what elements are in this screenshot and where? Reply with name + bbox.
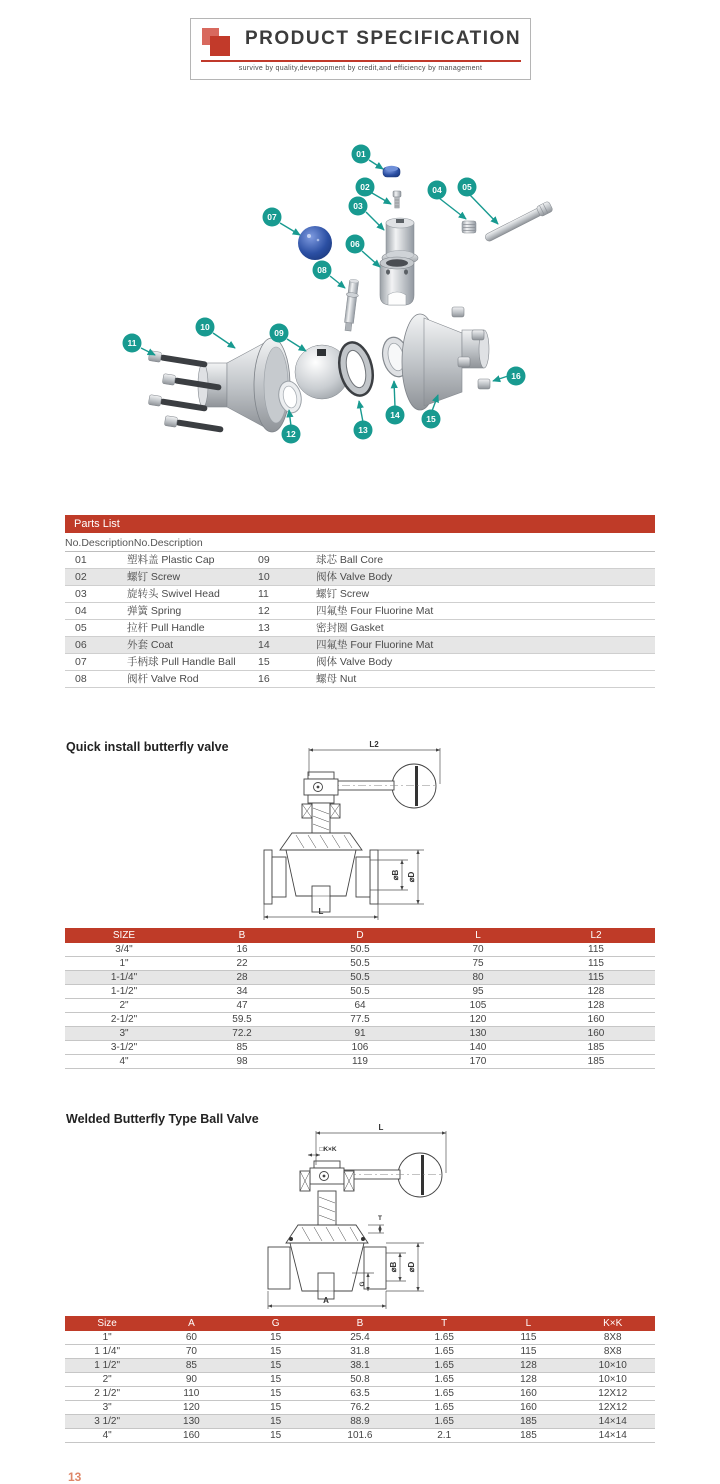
part-01-plastic-cap <box>383 166 400 177</box>
table-row <box>65 1373 655 1387</box>
cell-d: 64 <box>354 1000 366 1011</box>
part-description: 螺钉 Screw <box>127 571 181 583</box>
table-row <box>65 1415 655 1429</box>
cell-b: 98 <box>236 1056 248 1067</box>
table-row <box>65 1331 655 1345</box>
part-no: 15 <box>258 656 270 668</box>
callout-12 <box>282 425 301 444</box>
cell-g: 15 <box>270 1374 282 1385</box>
part-description: 螺母 Nut <box>316 673 357 685</box>
cell-b: 85 <box>236 1042 248 1053</box>
table-row <box>65 569 655 586</box>
cell-kxk: 12X12 <box>598 1388 628 1399</box>
cell-kxk: 8X8 <box>603 1346 622 1357</box>
callout-09 <box>270 324 289 343</box>
cell-t: 1.65 <box>434 1388 454 1399</box>
table-row <box>65 1055 655 1069</box>
svg-text:10: 10 <box>200 322 210 332</box>
cell-t: 1.65 <box>434 1374 454 1385</box>
cell-l2: 115 <box>588 972 604 983</box>
cell-b: 31.8 <box>350 1346 370 1357</box>
svg-text:12: 12 <box>286 429 296 439</box>
cell-t: 1.65 <box>434 1332 454 1343</box>
header <box>190 18 531 80</box>
dim-label-b: ⌀B <box>391 869 400 881</box>
section-heading-welded: Welded Butterfly Type Ball Valve <box>66 1112 259 1126</box>
part-07-pull-handle-ball <box>298 226 332 260</box>
cell-a: 120 <box>183 1402 200 1413</box>
cell-a: 110 <box>183 1388 200 1399</box>
cell-g: 15 <box>270 1332 282 1343</box>
column-header: L2 <box>590 930 602 941</box>
part-description: 球芯 Ball Core <box>316 554 384 566</box>
cell-size: 1" <box>119 958 129 969</box>
table-row <box>65 1041 655 1055</box>
cell-a: 60 <box>185 1332 197 1343</box>
cell-size: 3/4" <box>115 944 133 955</box>
column-header: G <box>271 1318 280 1329</box>
part-04-spring <box>462 221 476 233</box>
column-header: SIZE <box>112 930 136 941</box>
part-description: 螺钉 Screw <box>316 588 370 600</box>
cell-a: 160 <box>183 1430 200 1441</box>
part-no: 04 <box>75 605 87 617</box>
cell-b: 72.2 <box>232 1028 252 1039</box>
dim-label-t: T <box>378 1215 382 1222</box>
cell-size: 2" <box>119 1000 129 1011</box>
exploded-valve-diagram <box>0 130 720 490</box>
cell-l: 170 <box>469 1056 487 1067</box>
cell-a: 130 <box>183 1416 200 1427</box>
part-description: 四氟垫 Four Fluorine Mat <box>316 605 434 617</box>
part-no: 05 <box>75 622 87 634</box>
callout-08 <box>313 261 332 280</box>
dim-label-d: ⌀D <box>407 1261 416 1273</box>
part-description: 旋转头 Swivel Head <box>127 588 220 600</box>
part-02-screw <box>393 191 401 208</box>
cell-l: 95 <box>472 986 484 997</box>
logo-square-front <box>210 36 230 56</box>
cell-g: 15 <box>270 1430 282 1441</box>
column-header: L <box>475 930 481 941</box>
parts-list-rows <box>65 552 655 688</box>
cell-l: 128 <box>520 1374 537 1385</box>
cell-l2: 115 <box>588 944 604 955</box>
part-08-valve-rod <box>342 279 360 332</box>
svg-text:07: 07 <box>267 212 277 222</box>
page-title: PRODUCT SPECIFICATION <box>245 28 522 49</box>
svg-text:13: 13 <box>358 425 368 435</box>
part-no: 12 <box>258 605 270 617</box>
cell-size: 2" <box>102 1374 112 1385</box>
cell-size: 4" <box>102 1430 112 1441</box>
svg-text:04: 04 <box>432 185 442 195</box>
cell-size: 2 1/2" <box>94 1388 121 1399</box>
size-table-header <box>65 1316 655 1331</box>
cell-d: 77.5 <box>350 1014 370 1025</box>
cell-g: 15 <box>270 1402 282 1413</box>
callout-16 <box>507 367 526 386</box>
table-row <box>65 957 655 971</box>
parts-list-table <box>65 515 655 688</box>
cell-b: 50.8 <box>350 1374 370 1385</box>
part-no: 14 <box>258 639 270 651</box>
cell-l2: 185 <box>587 1042 605 1053</box>
part-description: 四氟垫 Four Fluorine Mat <box>316 639 434 651</box>
part-06-coat <box>380 257 414 305</box>
table-row <box>65 1027 655 1041</box>
callout-11 <box>123 334 142 353</box>
quick-install-drawing <box>252 736 462 926</box>
cell-d: 50.5 <box>350 944 370 955</box>
cell-d: 50.5 <box>350 986 370 997</box>
table-row <box>65 1387 655 1401</box>
size-table-header <box>65 928 655 943</box>
dim-label-a: A <box>323 1296 329 1305</box>
part-no: 02 <box>75 571 87 583</box>
svg-text:16: 16 <box>511 371 521 381</box>
table-row <box>65 985 655 999</box>
cell-t: 1.65 <box>434 1346 454 1357</box>
cell-t: 2.1 <box>437 1430 452 1441</box>
svg-text:05: 05 <box>462 182 472 192</box>
cell-l: 160 <box>520 1388 537 1399</box>
column-header: B <box>356 1318 364 1329</box>
cell-g: 15 <box>270 1346 282 1357</box>
cell-b: 22 <box>236 958 248 969</box>
table-row <box>65 999 655 1013</box>
svg-text:03: 03 <box>353 201 363 211</box>
part-05-pull-handle <box>483 201 553 244</box>
part-no: 09 <box>258 554 270 566</box>
callout-07 <box>263 208 282 227</box>
dim-label-b: ⌀B <box>389 1261 398 1273</box>
table-row <box>65 586 655 603</box>
column-header: T <box>441 1318 448 1329</box>
table-row <box>65 654 655 671</box>
cell-d: 91 <box>354 1028 366 1039</box>
svg-text:06: 06 <box>350 239 360 249</box>
welded-valve-drawing <box>256 1121 466 1311</box>
cell-l2: 185 <box>587 1056 605 1067</box>
callout-15 <box>422 410 441 429</box>
svg-text:08: 08 <box>317 265 327 275</box>
size-table-rows <box>65 943 655 1069</box>
cell-size: 1 1/4" <box>94 1346 121 1357</box>
cell-size: 3-1/2" <box>110 1042 138 1053</box>
title-underline <box>201 60 521 62</box>
part-no: 08 <box>75 673 87 685</box>
table-row <box>65 1345 655 1359</box>
cell-kxk: 14×14 <box>598 1416 627 1427</box>
table-row <box>65 552 655 569</box>
cell-b: 63.5 <box>350 1388 370 1399</box>
cell-size: 4" <box>119 1056 129 1067</box>
callout-14 <box>386 406 405 425</box>
column-header: K×K <box>603 1318 623 1329</box>
size-table-rows <box>65 1331 655 1443</box>
cell-l2: 128 <box>587 986 605 997</box>
part-no: 03 <box>75 588 87 600</box>
part-no: 16 <box>258 673 270 685</box>
cell-d: 119 <box>352 1056 368 1067</box>
column-header: D <box>356 930 364 941</box>
column-header: A <box>188 1318 195 1329</box>
part-description: 拉杆 Pull Handle <box>127 622 205 634</box>
table-row <box>65 943 655 957</box>
cell-b: 34 <box>236 986 248 997</box>
cell-l: 120 <box>469 1014 487 1025</box>
cell-d: 50.5 <box>350 958 370 969</box>
cell-b: 16 <box>236 944 248 955</box>
callout-01 <box>352 145 371 164</box>
cell-size: 1 1/2" <box>94 1360 121 1371</box>
cell-a: 70 <box>185 1346 197 1357</box>
cell-l: 115 <box>520 1332 537 1343</box>
part-no: 11 <box>258 588 269 600</box>
welded-size-table <box>65 1316 655 1443</box>
part-description: 外套 Coat <box>127 639 174 651</box>
cell-l2: 160 <box>587 1028 605 1039</box>
table-row <box>65 620 655 637</box>
table-row <box>65 1359 655 1373</box>
table-row <box>65 1401 655 1415</box>
svg-text:11: 11 <box>127 338 137 348</box>
callout-06 <box>346 235 365 254</box>
column-header: No. <box>133 537 151 549</box>
cell-b: 38.1 <box>350 1360 370 1371</box>
cell-l: 140 <box>469 1042 487 1053</box>
cell-size: 1-1/2" <box>110 986 138 997</box>
page-number: 13 <box>68 1470 82 1484</box>
part-no: 13 <box>258 622 270 634</box>
cell-a: 85 <box>185 1360 197 1371</box>
column-header: Description <box>150 537 203 549</box>
callout-13 <box>354 421 373 440</box>
svg-text:09: 09 <box>274 328 284 338</box>
cell-l: 128 <box>520 1360 537 1371</box>
cell-t: 1.65 <box>434 1360 454 1371</box>
part-no: 10 <box>258 571 270 583</box>
part-15-valve-body-right <box>402 314 489 410</box>
section-heading-quick-install: Quick install butterfly valve <box>66 740 229 754</box>
dim-label-l: L <box>378 1123 384 1132</box>
cell-t: 1.65 <box>434 1416 454 1427</box>
cell-l: 185 <box>520 1416 537 1427</box>
svg-text:01: 01 <box>356 149 366 159</box>
callout-10 <box>196 318 215 337</box>
part-description: 阀杆 Valve Rod <box>127 673 199 685</box>
column-header: Size <box>97 1318 117 1329</box>
cell-kxk: 10×10 <box>598 1360 627 1371</box>
cell-kxk: 8X8 <box>603 1332 622 1343</box>
dim-label-l2: L2 <box>369 740 379 749</box>
cell-size: 1" <box>102 1332 112 1343</box>
cell-l: 70 <box>472 944 484 955</box>
table-row <box>65 1013 655 1027</box>
part-description: 弹簧 Spring <box>127 605 182 617</box>
parts-list-header-row <box>65 535 655 552</box>
cell-kxk: 14×14 <box>598 1430 627 1441</box>
column-header: B <box>238 930 246 941</box>
callout-02 <box>356 178 375 197</box>
cell-size: 3" <box>102 1402 112 1413</box>
dim-label-l: L <box>318 907 324 916</box>
cell-size: 1-1/4" <box>110 972 138 983</box>
part-no: 01 <box>75 554 87 566</box>
cell-kxk: 12X12 <box>598 1402 628 1413</box>
svg-text:15: 15 <box>426 414 436 424</box>
part-description: 塑料盖 Plastic Cap <box>127 554 215 566</box>
cell-size: 3 1/2" <box>94 1416 121 1427</box>
cell-size: 3" <box>119 1028 129 1039</box>
dim-label-d: ⌀D <box>407 871 416 883</box>
callout-05 <box>458 178 477 197</box>
cell-d: 50.5 <box>350 972 370 983</box>
column-header: No. <box>65 537 82 549</box>
cell-l: 105 <box>469 1000 487 1011</box>
cell-l: 185 <box>520 1430 537 1441</box>
cell-b: 28 <box>236 972 248 983</box>
callout-04 <box>428 181 447 200</box>
cell-l: 130 <box>469 1028 487 1039</box>
part-description: 阀体 Valve Body <box>316 656 393 668</box>
part-no: 06 <box>75 639 87 651</box>
svg-text:02: 02 <box>360 182 370 192</box>
cell-kxk: 10×10 <box>598 1374 627 1385</box>
cell-b: 47 <box>236 1000 248 1011</box>
part-description: 手柄球 Pull Handle Ball <box>127 656 236 668</box>
cell-size: 2-1/2" <box>110 1014 138 1025</box>
cell-g: 15 <box>270 1388 282 1399</box>
column-header: Description <box>81 537 134 549</box>
cell-b: 25.4 <box>350 1332 370 1343</box>
cell-t: 1.65 <box>434 1402 454 1413</box>
table-row <box>65 1429 655 1443</box>
cell-l: 75 <box>472 958 484 969</box>
table-row <box>65 971 655 985</box>
cell-b: 76.2 <box>350 1402 370 1413</box>
cell-l2: 160 <box>587 1014 605 1025</box>
part-no: 07 <box>75 656 87 668</box>
part-description: 密封圈 Gasket <box>316 622 384 634</box>
cell-l2: 115 <box>588 958 604 969</box>
cell-l: 160 <box>520 1402 537 1413</box>
table-row <box>65 671 655 688</box>
callout-03 <box>349 197 368 216</box>
svg-text:14: 14 <box>390 410 400 420</box>
cell-g: 15 <box>270 1360 282 1371</box>
cell-d: 106 <box>351 1042 369 1053</box>
cell-b: 59.5 <box>232 1014 252 1025</box>
table-row <box>65 637 655 654</box>
cell-b: 101.6 <box>347 1430 373 1441</box>
part-description: 阀体 Valve Body <box>316 571 393 583</box>
dim-label-kxk: □K×K <box>319 1146 337 1153</box>
table-row <box>65 603 655 620</box>
parts-list-title: Parts List <box>65 515 655 533</box>
cell-g: 15 <box>270 1416 282 1427</box>
brand-logo <box>202 28 244 68</box>
cell-l2: 128 <box>587 1000 605 1011</box>
cell-b: 88.9 <box>350 1416 370 1427</box>
cell-a: 90 <box>185 1374 197 1385</box>
column-header: L <box>525 1318 532 1329</box>
dim-label-g: G <box>359 1281 366 1287</box>
tagline: survive by quality,devepopment by credit,and efficiency by management <box>238 65 483 72</box>
cell-l: 80 <box>472 972 484 983</box>
cell-l: 115 <box>520 1346 537 1357</box>
quick-install-size-table <box>65 928 655 1069</box>
